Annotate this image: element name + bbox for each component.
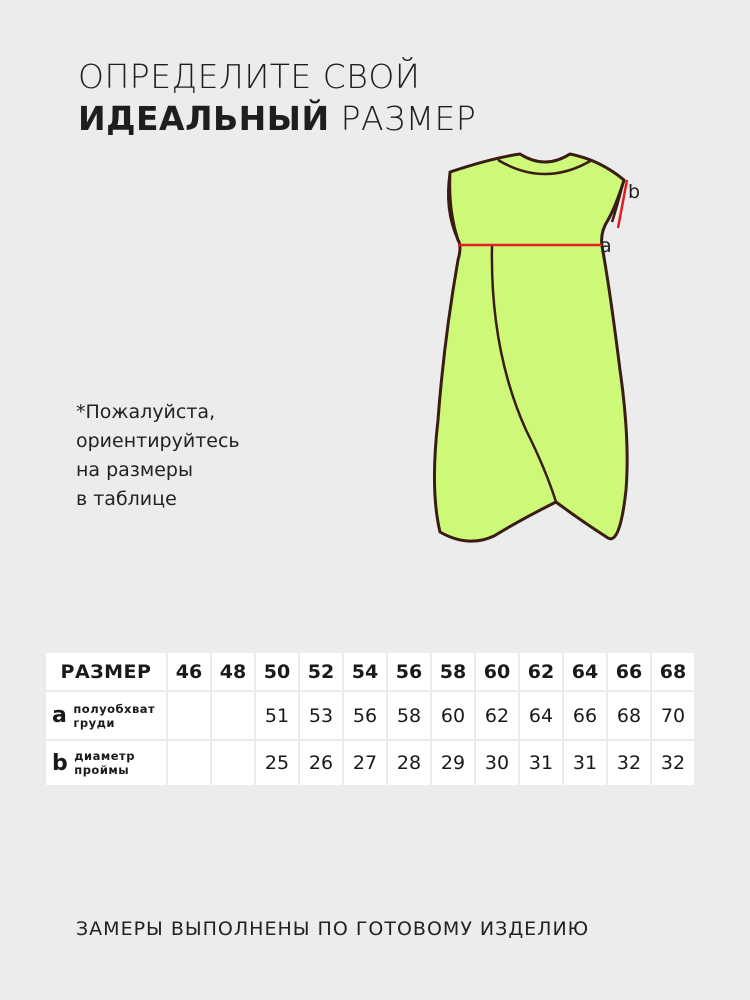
table-cell: 64 [520,692,562,739]
table-cell: 66 [564,692,606,739]
title-emphasis: ИДЕАЛЬНЫЙ [78,99,330,138]
row-label-b [46,741,166,785]
note-line: в таблице [76,488,177,510]
measure-a-label: a [600,235,612,257]
size-header: 56 [388,653,430,690]
table-cell: 32 [652,741,694,785]
row-letter: b [52,750,69,776]
table-row [46,741,694,785]
table-cell: 32 [608,741,650,785]
table-cell: 53 [300,692,342,739]
size-header: 52 [300,653,342,690]
note-line: ориентируйтесь [76,430,240,452]
footer-note: ЗАМЕРЫ ВЫПОЛНЕНЫ ПО ГОТОВОМУ ИЗДЕЛИЮ [76,918,590,940]
row-description: диаметр проймы [74,749,135,777]
row-description: полуобхват груди [73,701,156,730]
size-header: 58 [432,653,474,690]
title-line-1: ОПРЕДЕЛИТЕ СВОЙ [78,57,421,96]
row-letter: a [52,703,68,728]
table-cell: 29 [432,741,474,785]
size-header: 60 [476,653,518,690]
table-cell: 68 [608,692,650,739]
title-line-2 [78,98,476,140]
size-header: 68 [652,653,694,690]
size-header: 50 [256,653,298,690]
size-header: 48 [212,653,254,690]
measure-b-label: b [628,181,641,203]
table-row [46,692,694,739]
table-cell: 26 [300,741,342,785]
table-header-row [46,653,694,690]
size-note [76,398,240,514]
note-line: *Пожалуйста, [76,401,216,423]
table-cell: 62 [476,692,518,739]
title-rest: РАЗМЕР [340,99,477,138]
note-line: на размеры [76,459,193,481]
size-header: 66 [608,653,650,690]
table-cell: 25 [256,741,298,785]
table-cell: 27 [344,741,386,785]
size-table [44,651,696,787]
table-cell: 58 [388,692,430,739]
table-cell [212,692,254,739]
table-cell: 70 [652,692,694,739]
table-cell: 31 [564,741,606,785]
dress-shape [434,154,627,541]
table-cell: 56 [344,692,386,739]
table-cell: 60 [432,692,474,739]
size-header: 64 [564,653,606,690]
size-header: 54 [344,653,386,690]
table-cell: 31 [520,741,562,785]
size-header: 46 [168,653,210,690]
table-cell [168,692,210,739]
table-cell: 51 [256,692,298,739]
size-header: 62 [520,653,562,690]
table-cell: 28 [388,741,430,785]
row-label-a [46,692,166,739]
page-title [78,56,476,140]
dress-diagram [420,150,650,550]
table-cell [212,741,254,785]
header-label: РАЗМЕР [46,653,166,690]
table-cell [168,741,210,785]
table-cell: 30 [476,741,518,785]
